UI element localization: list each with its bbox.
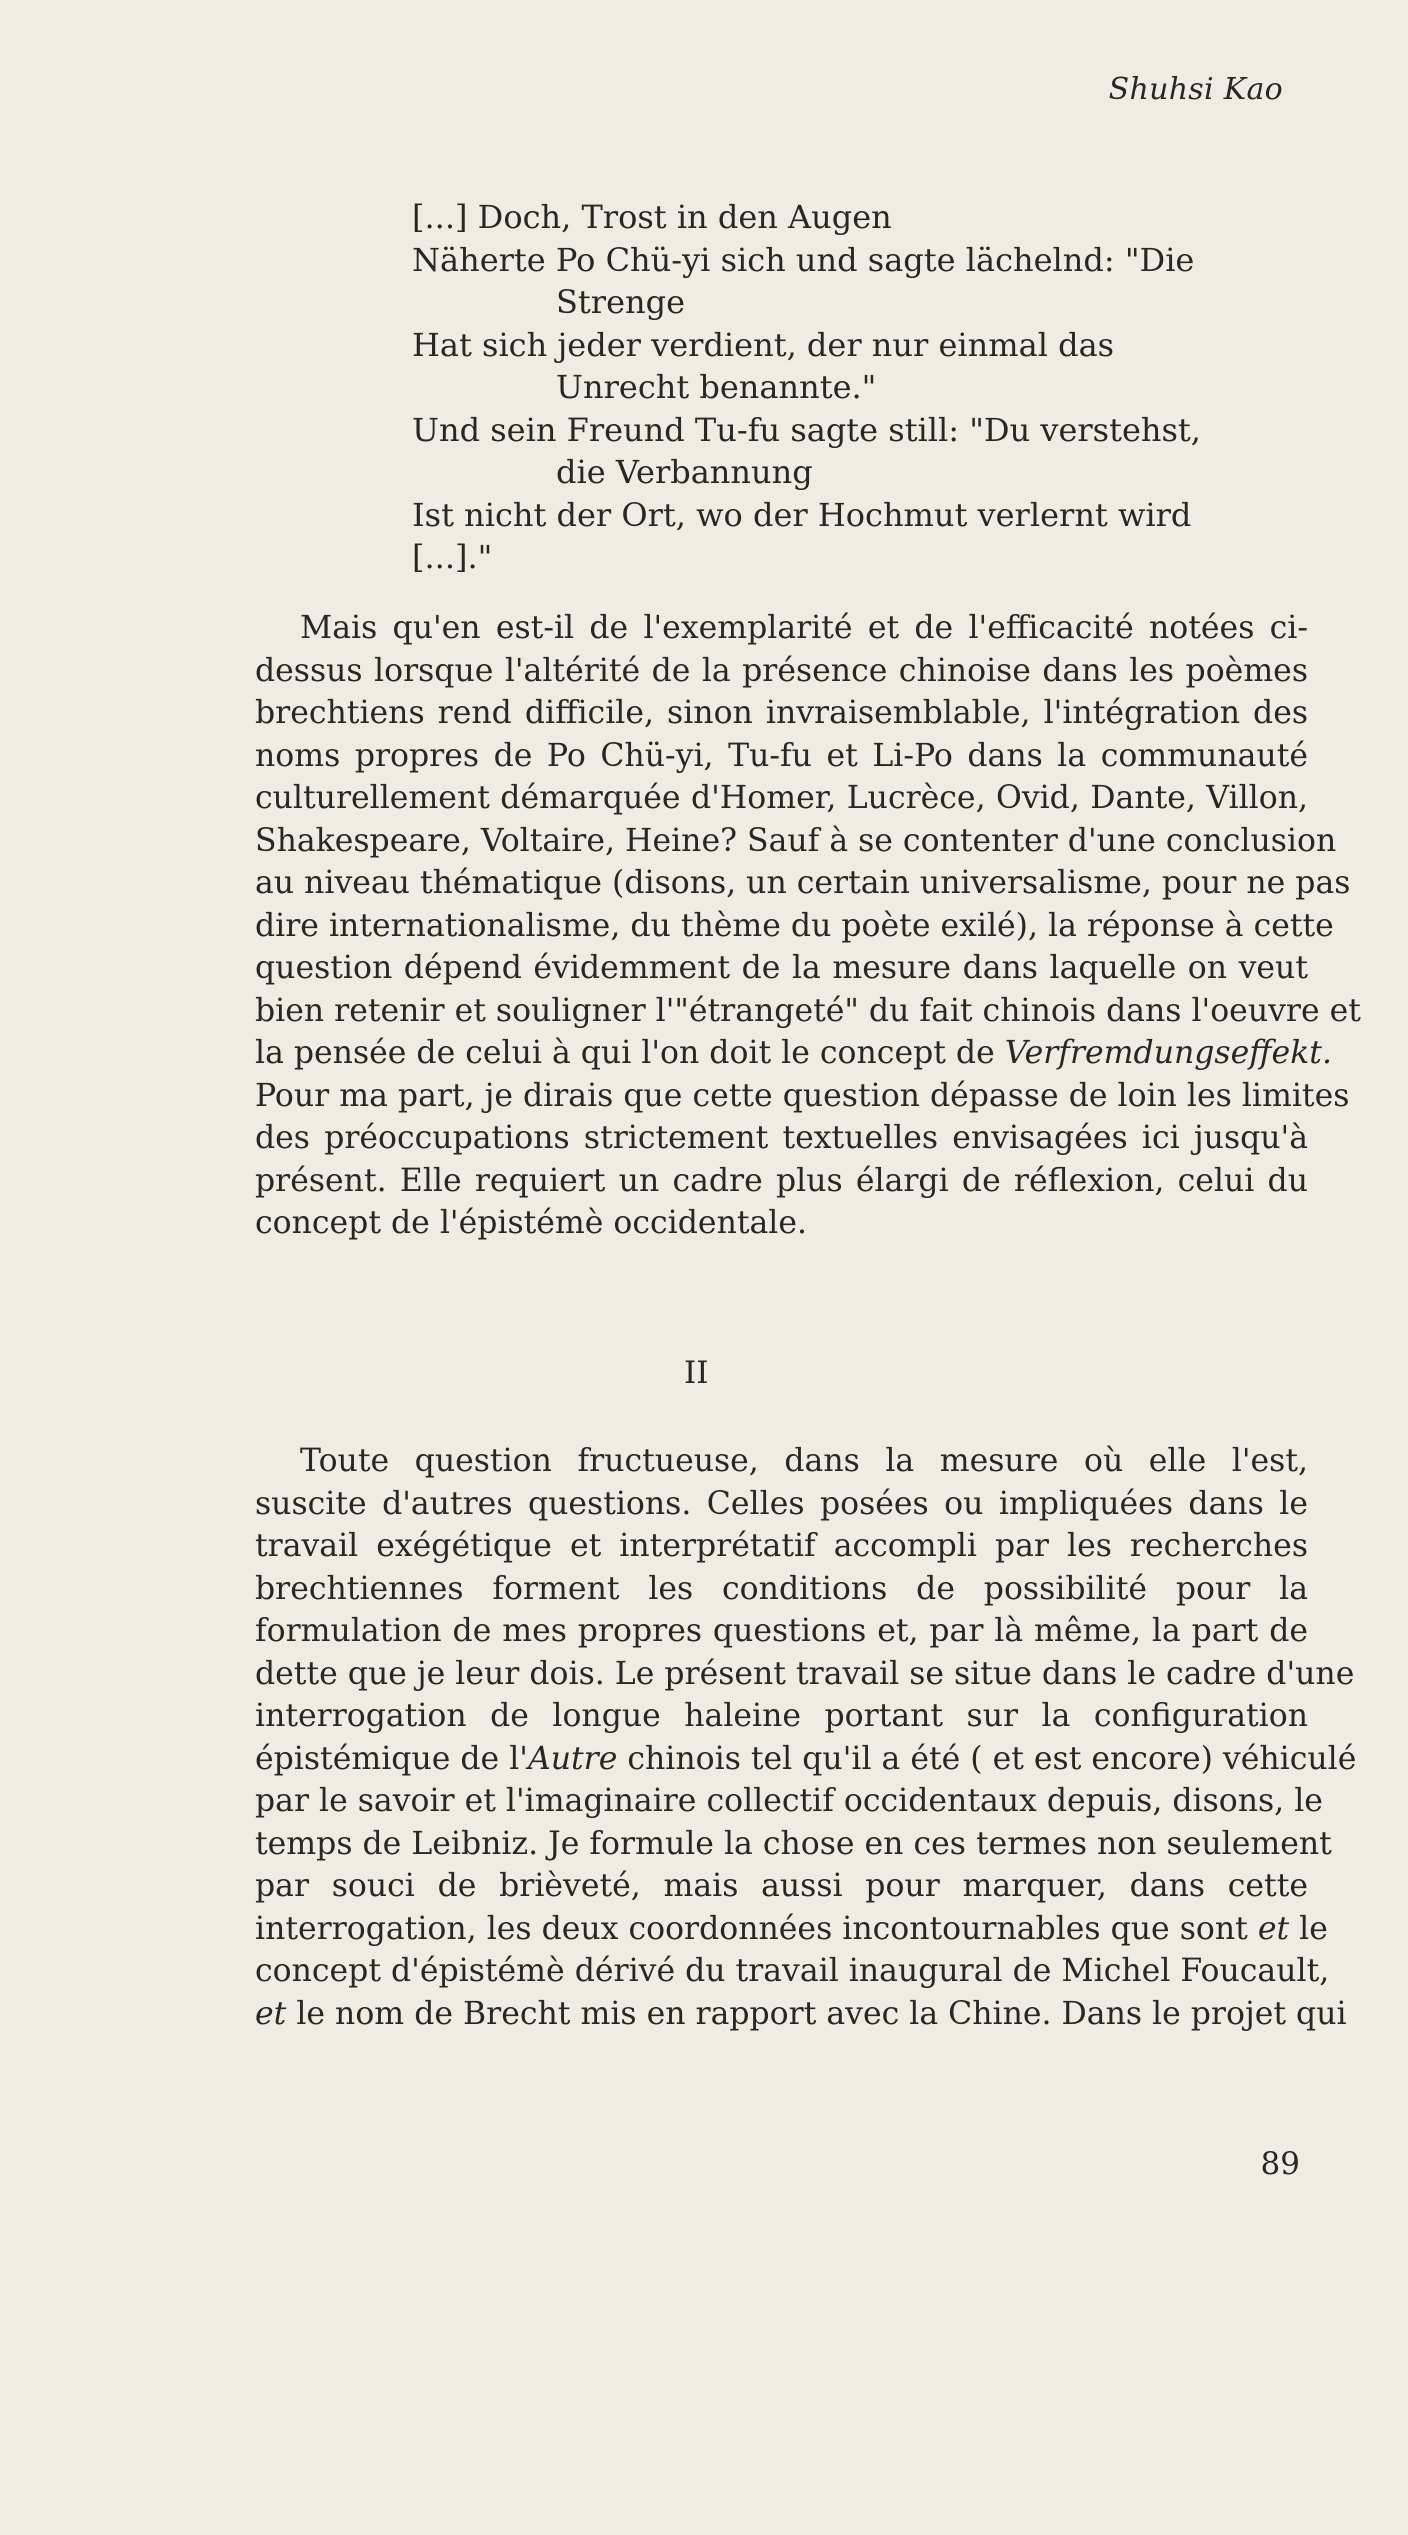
italic-term: Verfremdungseffekt. [1004,1035,1332,1071]
poem-line: die Verbannung [556,453,813,491]
text-line: Mais qu'en est-il de l'exemplarité et de l'efficacité notées ci- [300,610,1308,646]
text-line: au niveau thématique (disons, un certain universalisme, pour ne pas [255,865,1351,901]
poem-quotation [412,196,1312,579]
text-line-start: la pensée de celui à qui l'on doit le concept de [255,1035,1005,1071]
text-line-start: épistémique de l' [255,1740,528,1777]
text-line: bien retenir et souligner l'"étrangeté" du fait chinois dans l'oeuvre et [255,992,1361,1029]
text-line: dire internationalisme, du thème du poète exilé), la réponse à cette [255,907,1334,944]
text-line: concept de l'épistémè occidentale. [255,1205,808,1241]
text-line: dette que je leur dois. Le présent travail se situe dans le cadre d'une [255,1655,1355,1692]
text-line: travail exégétique et interprétatif accompli par les recherches [255,1528,1308,1564]
text-line: formulation de mes propres questions et, par là même, la part de [255,1613,1308,1649]
text-line: Toute question fructueuse, dans la mesure où elle l'est, [300,1443,1308,1479]
text-line: dessus lorsque l'altérité de la présence chinoise dans les poèmes [255,652,1308,689]
text-line: par le savoir et l'imaginaire collectif occidentaux depuis, disons, le [255,1783,1323,1819]
text-line [255,1738,1357,1781]
poem-line: Ist nicht der Ort, wo der Hochmut verlernt wird [412,495,1192,534]
italic-word: et [255,1995,287,2032]
text-line: interrogation de longue haleine portant sur la configuration [255,1698,1308,1734]
text-line: brechtiennes forment les conditions de possibilité pour la [255,1570,1308,1607]
text-line [255,1032,1332,1075]
text-line: suscite d'autres questions. Celles posées ou impliquées dans le [255,1485,1308,1522]
text-line [255,1908,1328,1951]
paragraph-1 [255,607,1361,1245]
section-numeral: II [684,1355,709,1391]
text-line: noms propres de Po Chü-yi, Tu-fu et Li-Po dans la communauté [255,737,1308,774]
poem-line: [...]." [412,538,493,576]
poem-line: Unrecht benannte." [556,368,877,406]
text-line: culturellement démarquée d'Homer, Lucrèce, Ovid, Dante, Villon, [255,780,1308,816]
text-line: présent. Elle requiert un cadre plus élargi de réflexion, celui du [255,1162,1308,1199]
text-line-end: le [1289,1910,1328,1947]
text-line: des préoccupations strictement textuelles envisagées ici jusqu'à [255,1120,1308,1156]
text-line-end: le nom de Brecht mis en rapport avec la Chine. Dans le projet qui [286,1995,1347,2032]
poem-line: [...] Doch, Trost in den Augen [412,198,892,236]
poem-line: Und sein Freund Tu-fu sagte still: "Du verstehst, [412,410,1201,449]
text-line: brechtiens rend difficile, sinon invraisemblable, l'intégration des [255,695,1308,731]
text-line: Pour ma part, je dirais que cette question dépasse de loin les limites [255,1077,1350,1114]
text-line-end: chinois tel qu'il a été ( et est encore) véhiculé [617,1740,1357,1777]
poem-line: Näherte Po Chü-yi sich und sagte lächelnd: "Die [412,240,1195,279]
text-line: Shakespeare, Voltaire, Heine? Sauf à se contenter d'une conclusion [255,822,1337,859]
paragraph-2 [255,1440,1357,2035]
running-head: Shuhsi Kao [1108,72,1283,107]
text-line: temps de Leibniz. Je formule la chose en ces termes non seulement [255,1825,1332,1862]
poem-line: Hat sich jeder verdient, der nur einmal das [412,325,1115,364]
italic-word: Autre [527,1740,618,1777]
text-line [255,1993,1347,2036]
italic-word: et [1257,1910,1290,1947]
text-line: par souci de brièveté, mais aussi pour marquer, dans cette [255,1868,1308,1904]
page-number: 89 [1260,2146,1300,2182]
text-line: concept d'épistémè dérivé du travail inaugural de Michel Foucault, [255,1953,1330,1989]
text-line-start: interrogation, les deux coordonnées incontournables que sont [255,1910,1258,1947]
text-line: question dépend évidemment de la mesure dans laquelle on veut [255,950,1308,986]
poem-line: Strenge [556,283,686,321]
